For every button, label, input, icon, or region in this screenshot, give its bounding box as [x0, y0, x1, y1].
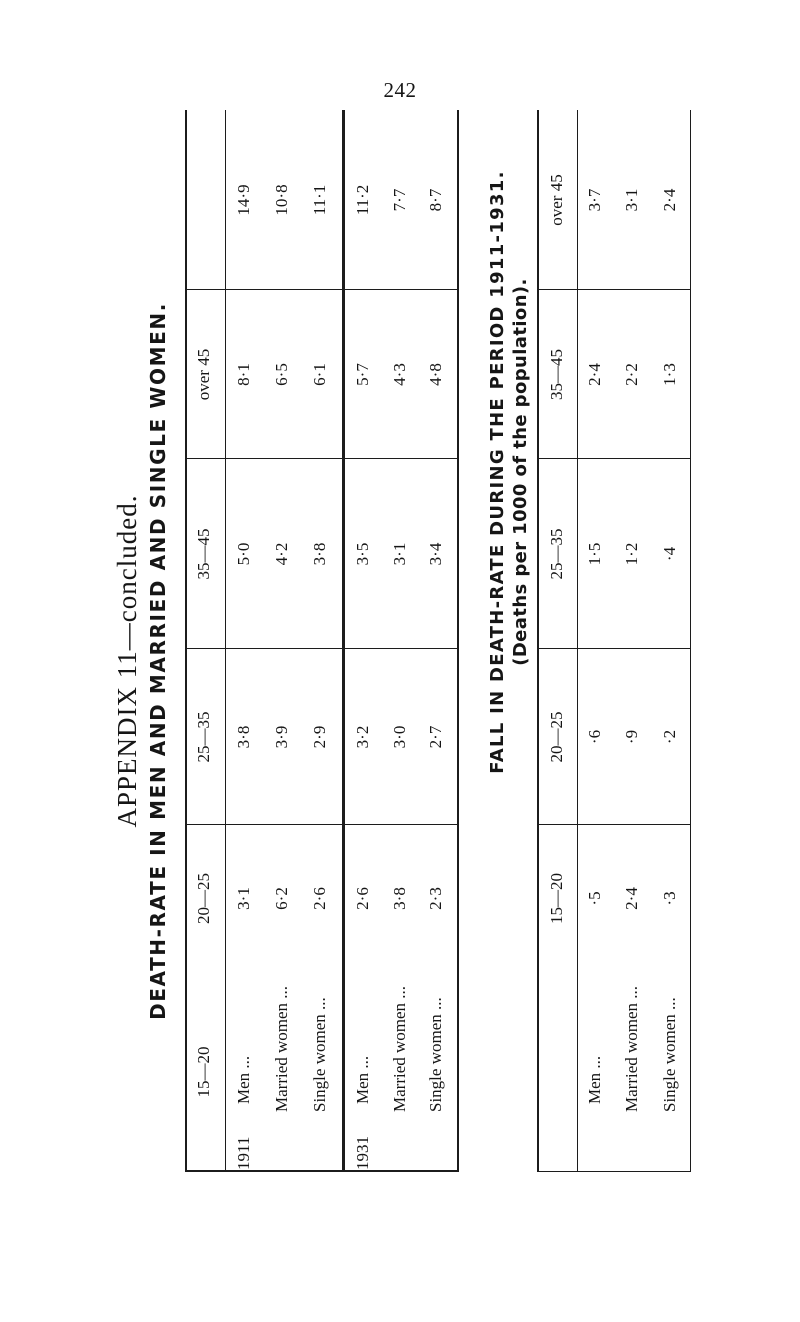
table1-cell: 4·2: [272, 542, 291, 566]
column-header: 20—25: [194, 873, 213, 924]
table2-bottom-rule: [690, 110, 691, 1172]
table1-cell: 3·8: [234, 725, 253, 749]
table1-cell: 2·6: [353, 887, 372, 910]
column-header: 35—45: [547, 349, 566, 400]
table1-cell: 14·9: [234, 184, 253, 216]
table2-cell: 1·5: [585, 542, 604, 566]
table1-cell: 3·2: [353, 725, 372, 749]
appendix-heading: APPENDIX 11—concluded.: [112, 494, 142, 828]
table1-cell: 6·2: [272, 887, 291, 910]
table2-cell: ·6: [585, 729, 604, 745]
table1-cell: 5·0: [234, 542, 253, 566]
table1-cell: 11·1: [310, 184, 329, 216]
table2-row-label: Single women ...: [660, 997, 679, 1112]
table1-vrule: [185, 1170, 457, 1172]
table2-cell: ·4: [660, 546, 679, 562]
table2-row-label: Married women ...: [622, 985, 641, 1112]
table1-row-label: Married women ...: [272, 985, 291, 1112]
table1-cell: 6·5: [272, 363, 291, 386]
table1-year-label: 1931: [353, 1136, 372, 1170]
column-header: over 45: [547, 174, 566, 226]
table1-top-rule: [185, 110, 187, 1172]
table1-cell: 10·8: [272, 184, 291, 216]
table1-cell: 2·9: [310, 725, 329, 749]
table2-cell: 2·4: [660, 188, 679, 212]
page-number: 242: [383, 78, 417, 102]
column-header: 15—20: [194, 1046, 213, 1098]
table2-top-rule: [537, 110, 539, 1172]
table1-cell: 3·1: [234, 887, 253, 910]
column-header: 25—35: [194, 711, 213, 763]
table1-cell: 8·1: [234, 363, 253, 386]
table2-cell: ·5: [585, 891, 604, 906]
table1-cell: 4·3: [390, 363, 409, 386]
table1-cell: 2·3: [426, 887, 445, 910]
table1-bottom-rule: [457, 110, 459, 1172]
table2-cell: ·2: [660, 729, 679, 745]
table2-header-rule: [577, 110, 578, 1172]
table1-cell: 4·8: [426, 363, 445, 386]
table2-cell: 1·2: [622, 542, 641, 566]
table2-cell: 3·7: [585, 188, 604, 212]
table1-row-label: Single women ...: [310, 997, 329, 1112]
table1-row-label: Married women ...: [390, 985, 409, 1112]
table1-cell: 7·7: [390, 188, 409, 212]
table1-cell: 3·9: [272, 725, 291, 749]
table1-cell: 3·8: [390, 887, 409, 910]
table1-cell: 3·4: [426, 542, 445, 566]
table1-cell: 6·1: [310, 363, 329, 386]
column-header: over 45: [194, 348, 213, 401]
column-header: 35—45: [194, 528, 213, 580]
table2-title: FALL IN DEATH-RATE DURING THE PERIOD 1911-1931.: [487, 170, 508, 774]
table2-cell: ·9: [622, 729, 641, 745]
table1-row-label: Men ...: [353, 1055, 372, 1104]
column-header: 15—20: [547, 873, 566, 924]
table1-cell: 5·7: [353, 363, 372, 386]
table1-cell: 8·7: [426, 188, 445, 212]
column-header: 25—35: [547, 528, 566, 580]
table1-cell: 3·1: [390, 542, 409, 566]
table1-header-rule: [225, 110, 226, 1172]
table1-title: DEATH-RATE IN MEN AND MARRIED AND SINGLE WOMEN.: [146, 302, 170, 1020]
table1-row-label: Single women ...: [426, 997, 445, 1112]
table2-cell: 1·3: [660, 363, 679, 386]
table2-cell: 2·4: [622, 887, 641, 910]
table2-cell: 3·1: [622, 188, 641, 212]
table1-year-divider: [342, 110, 345, 1172]
table1-cell: 2·7: [426, 725, 445, 749]
table1-cell: 2·6: [310, 887, 329, 910]
table1-cell: 3·0: [390, 725, 409, 749]
table1-cell: 11·2: [353, 184, 372, 216]
table2-subtitle: (Deaths per 1000 of the population).: [510, 278, 531, 666]
table2-row-label: Men ...: [585, 1055, 604, 1104]
table2-cell: 2·4: [585, 363, 604, 386]
table2-cell: ·3: [660, 891, 679, 906]
table1-cell: 3·5: [353, 542, 372, 566]
table2-vrule: [537, 1171, 690, 1172]
table1-row-label: Men ...: [234, 1055, 253, 1104]
table1-cell: 3·8: [310, 542, 329, 566]
table2-cell: 2·2: [622, 363, 641, 386]
table1-year-label: 1911: [234, 1136, 253, 1170]
column-header: 20—25: [547, 711, 566, 763]
